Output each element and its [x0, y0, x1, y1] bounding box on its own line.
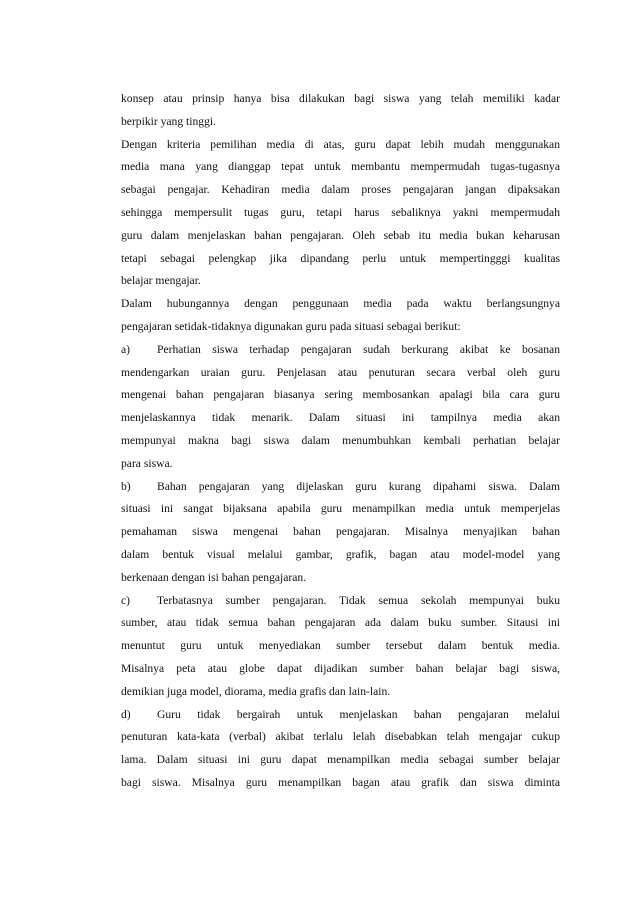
text-line: lama. Dalam situasi ini guru dapat menampilkan media sebagai sumber belajar: [121, 753, 560, 767]
text-line: Terbatasnya sumber pengajaran. Tidak semua sekolah mempunyai buku: [157, 593, 560, 607]
body-text: [121, 88, 560, 795]
text-line: konsep atau prinsip hanya bisa dilakukan bagi siswa yang telah memiliki kadar: [121, 92, 560, 105]
text-line: pemahaman siswa mengenai bahan pengajaran. Misalnya menyajikan bahan: [121, 525, 560, 539]
text-line: sebagai pengajar. Kehadiran media dalam proses pengajaran jangan dipaksakan: [121, 183, 560, 197]
text-line: Perhatian siswa terhadap pengajaran sudah berkurang akibat ke bosanan: [157, 342, 560, 356]
text-line: demikian juga model, diorama, media grafis dan lain-lain.: [121, 684, 391, 698]
list-item-first-line: [121, 704, 560, 727]
paragraph: [121, 134, 560, 294]
list-item-a: [121, 339, 560, 476]
text-line: sumber, atau tidak semua bahan pengajaran ada dalam buku sumber. Sitausi ini: [121, 616, 560, 630]
text-line: tetapi sebagai pelengkap jika dipandang perlu untuk mempertingggi kualitas: [121, 251, 560, 265]
text-line: Dalam hubungannya dengan penggunaan media pada waktu berlangsungnya: [121, 297, 560, 311]
list-item-first-line: [121, 339, 560, 362]
list-item-b: [121, 476, 560, 590]
text-line: bagi siswa. Misalnya guru menampilkan bagan atau grafik dan siswa diminta: [121, 775, 560, 789]
list-item-first-line: [121, 476, 560, 499]
text-line: mempunyai makna bagi siswa dalam menumbuhkan kembali perhatian belajar: [121, 433, 560, 447]
text-line: berkenaan dengan isi bahan pengajaran.: [121, 570, 307, 584]
text-line: mendengarkan uraian guru. Penjelasan atau penuturan secara verbal oleh guru: [121, 365, 560, 379]
list-item-c: [121, 590, 560, 704]
list-label: a): [121, 342, 131, 356]
text-line: berpikir yang tinggi.: [121, 114, 216, 128]
paragraph: [121, 293, 560, 339]
text-line: pengajaran setidak-tidaknya digunakan guru pada situasi sebagai berikut:: [121, 319, 461, 333]
text-line: para siswa.: [121, 456, 173, 470]
list-label: b): [121, 479, 131, 493]
text-line: Guru tidak bergairah untuk menjelaskan bahan pengajaran melalui: [157, 707, 560, 721]
text-line: menjelaskannya tidak menarik. Dalam situasi ini tampilnya media akan: [121, 411, 560, 425]
text-line: Bahan pengajaran yang dijelaskan guru kurang dipahami siswa. Dalam: [157, 479, 560, 493]
list-item-d: [121, 704, 560, 795]
text-line: menuntut guru untuk menyediakan sumber tersebut dalam bentuk media.: [121, 639, 560, 653]
text-line: Dengan kriteria pemilihan media di atas, guru dapat lebih mudah menggunakan: [121, 137, 560, 151]
text-line: dalam bentuk visual melalui gambar, grafik, bagan atau model-model yang: [121, 547, 560, 561]
list-label: d): [121, 707, 131, 721]
text-line: media mana yang dianggap tepat untuk membantu mempermudah tugas-tugasnya: [121, 160, 560, 174]
text-line: situasi ini sangat bijaksana apabila guru menampilkan media untuk memperjelas: [121, 502, 560, 516]
text-line: sehingga mempersulit tugas guru, tetapi harus sebaliknya yakni mempermudah: [121, 205, 560, 219]
text-line: Misalnya peta atau globe dapat dijadikan sumber bahan belajar bagi siswa,: [121, 661, 560, 675]
paragraph: [121, 88, 560, 134]
text-line: mengenai bahan pengajaran biasanya sering membosankan apalagi bila cara guru: [121, 388, 560, 402]
text-line: penuturan kata-kata (verbal) akibat terlalu lelah disebabkan telah mengajar cukup: [121, 730, 560, 744]
list-item-first-line: [121, 590, 560, 613]
text-line: belajar mengajar.: [121, 274, 201, 288]
text-line: guru dalam menjelaskan bahan pengajaran. Oleh sebab itu media bukan keharusan: [121, 228, 560, 242]
list-label: c): [121, 593, 131, 607]
